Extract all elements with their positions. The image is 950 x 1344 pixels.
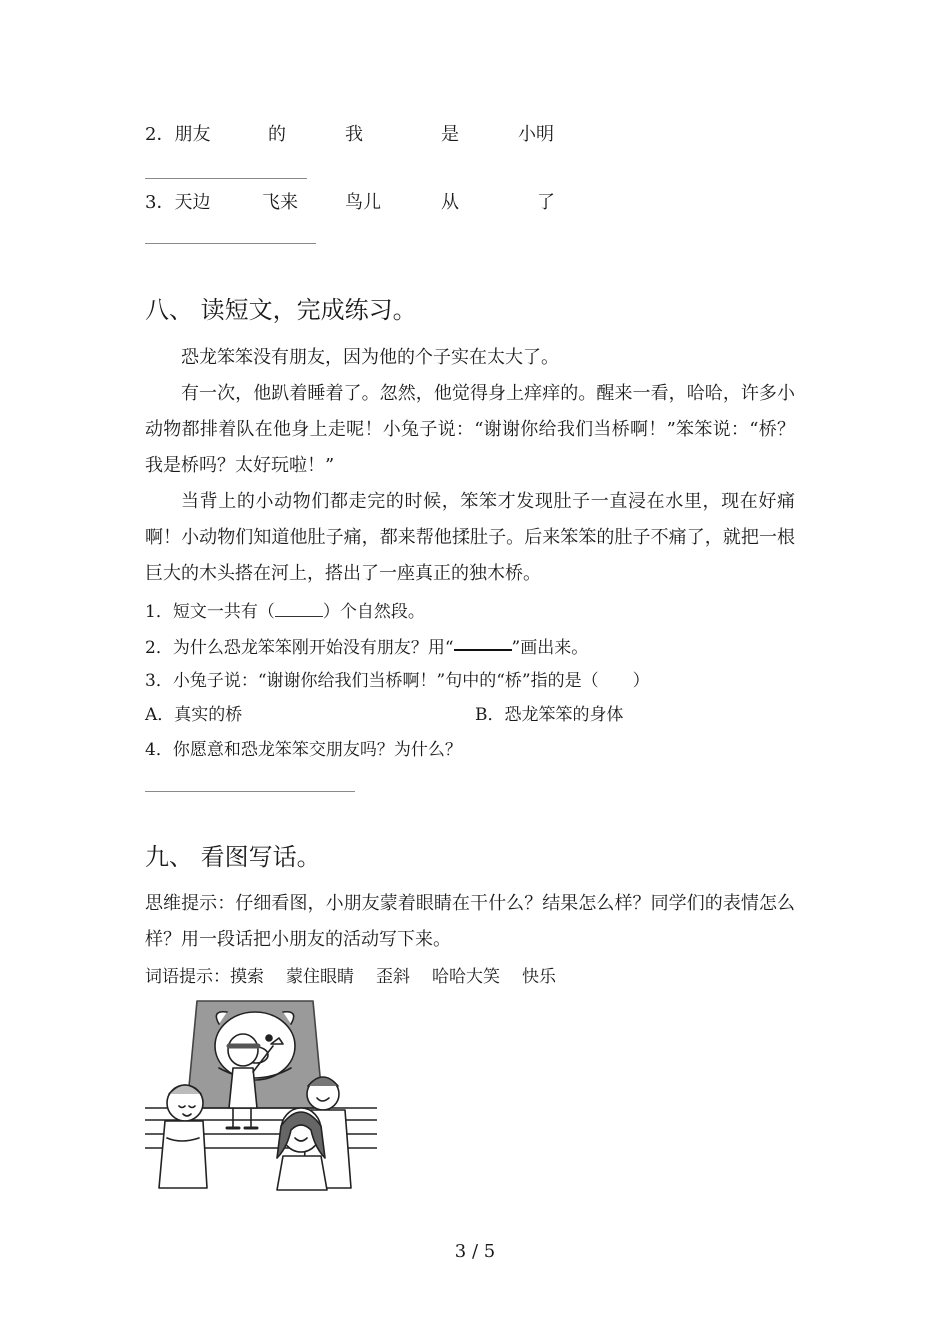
section9-title: 九、 看图写话。 <box>145 843 321 871</box>
question-4: 4．你愿意和恐龙笨笨交朋友吗？为什么？ <box>145 740 462 760</box>
blindfold-game-illustration <box>145 998 377 1194</box>
passage-paragraph-1: 恐龙笨笨没有朋友，因为他的个子实在太大了。 <box>181 347 559 368</box>
q3-word-1: 3．天边 <box>145 192 211 213</box>
option-a[interactable]: A．真实的桥 <box>145 705 243 725</box>
question-1-blank[interactable] <box>275 600 323 617</box>
q2-answer-line[interactable] <box>145 178 307 179</box>
q2-word-4: 是 <box>441 124 459 145</box>
word-hint-5: 快乐 <box>522 967 556 987</box>
q2-word-1: 2．朋友 <box>145 124 211 145</box>
q3-word-4: 从 <box>441 192 459 213</box>
q2-word-5: 小明 <box>518 124 554 145</box>
passage-paragraph-2: 有一次，他趴着睡着了。忽然，他觉得身上痒痒的。醒来一看，哈哈，许多小动物都排着队在他身上走呢！小兔子说：“谢谢你给我们当桥啊！”笨笨说：“桥？我是桥吗？太好玩啦！” <box>145 383 795 476</box>
q3-word-5: 了 <box>537 192 555 213</box>
q2-word-2: 的 <box>268 124 286 145</box>
word-hints-label: 词语提示： <box>145 967 230 987</box>
word-hint-1: 摸索 <box>230 967 264 987</box>
q2-word-3: 我 <box>345 124 363 145</box>
question-2-text-pre: 2．为什么恐龙笨笨刚开始没有朋友？用“ <box>145 638 454 658</box>
word-hints <box>145 965 556 989</box>
q3-word-2: 飞来 <box>262 192 298 213</box>
word-hint-3: 歪斜 <box>376 967 410 987</box>
q3-answer-line[interactable] <box>145 243 316 244</box>
passage-paragraph-3: 当背上的小动物们都走完的时候，笨笨才发现肚子一直浸在水里，现在好痛啊！小动物们知道他肚子痛，都来帮他揉肚子。后来笨笨的肚子不痛了，就把一根巨大的木头搭在河上，搭出了一座真正的独木桥。 <box>145 491 795 584</box>
question-3: 3．小兔子说：“谢谢你给我们当桥啊！”句中的“桥”指的是（ ） <box>145 671 650 691</box>
question-2 <box>145 635 588 660</box>
question-2-underline-sample <box>454 635 512 651</box>
question-1-text-post: ）个自然段。 <box>322 602 425 622</box>
section8-title: 八、 读短文，完成练习。 <box>145 296 417 324</box>
word-hint-4: 哈哈大笑 <box>432 967 500 987</box>
question-1 <box>145 600 425 624</box>
word-hint-2: 蒙住眼睛 <box>286 967 354 987</box>
question-2-text-post: ”画出来。 <box>511 638 589 658</box>
q3-word-3: 鸟儿 <box>345 192 381 213</box>
option-b[interactable]: B．恐龙笨笨的身体 <box>475 705 624 725</box>
page-number: 3 / 5 <box>454 1241 496 1262</box>
writing-hint: 思维提示：仔细看图，小朋友蒙着眼睛在干什么？结果怎么样？同学们的表情怎么样？用一段话把小朋友的活动写下来。 <box>145 893 795 950</box>
question-4-answer-line[interactable] <box>145 791 355 792</box>
question-1-text-pre: 1．短文一共有（ <box>145 602 275 622</box>
